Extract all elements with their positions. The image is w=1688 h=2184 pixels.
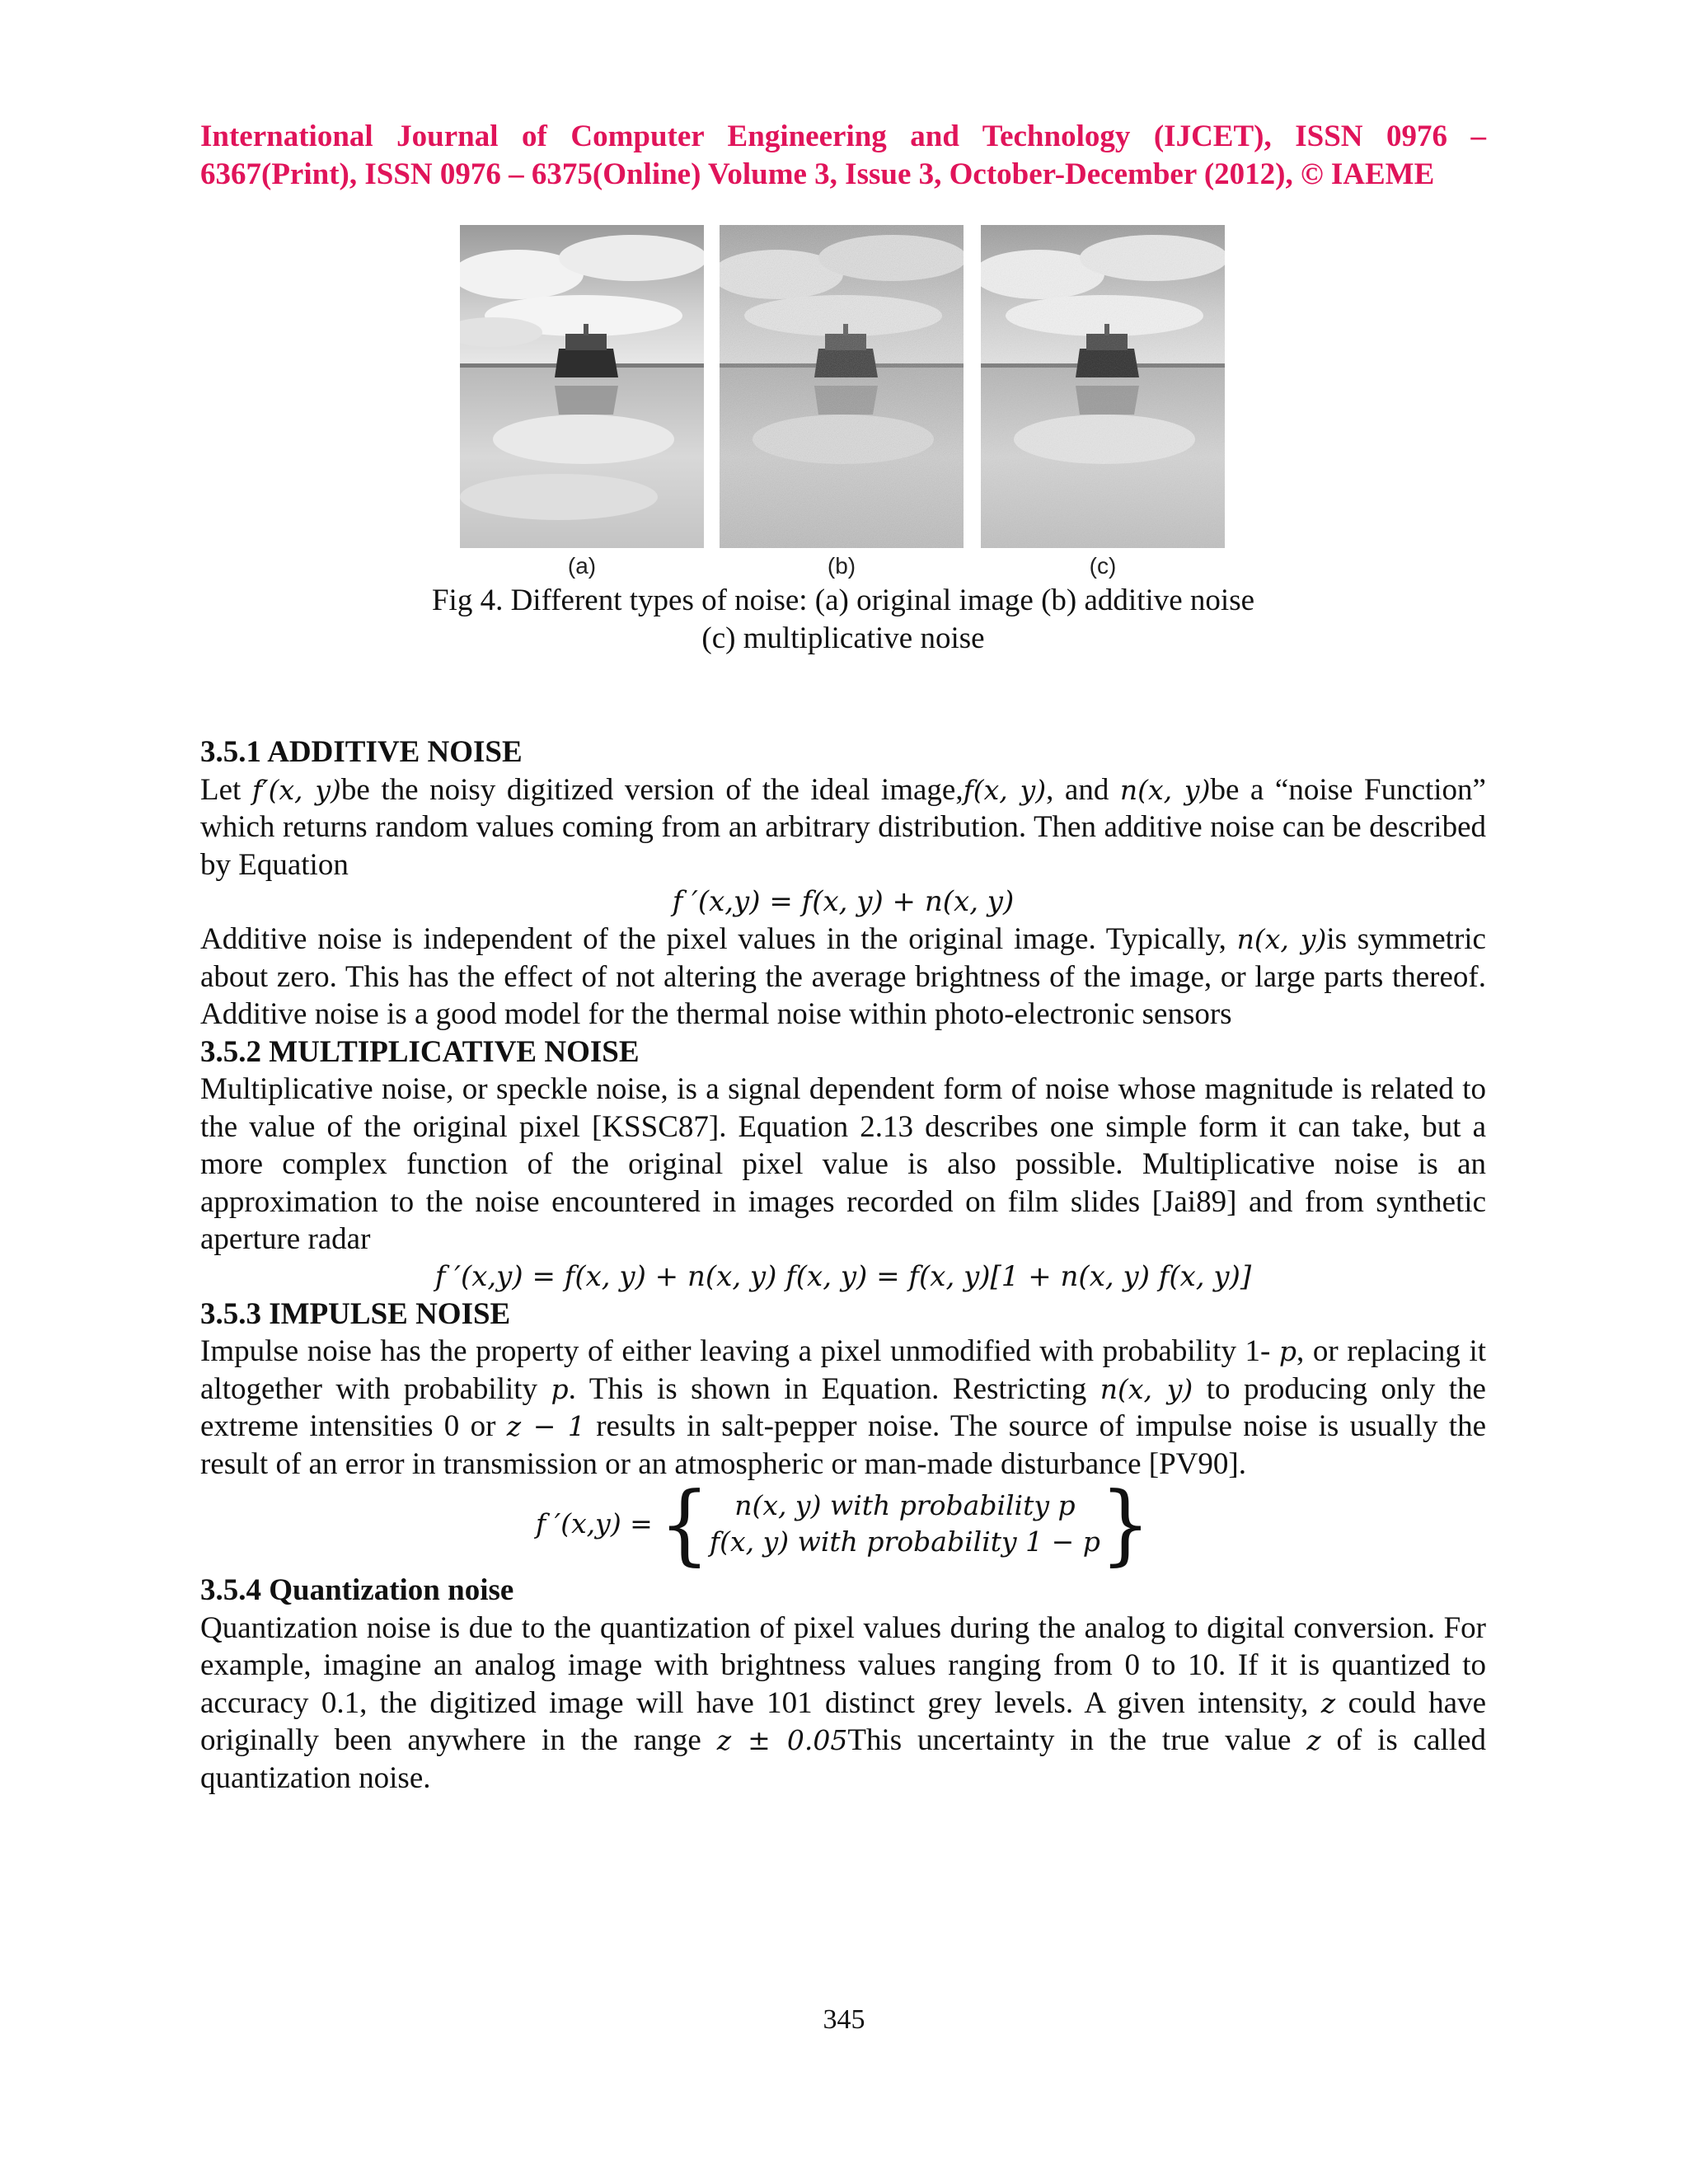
figure-label-b: (b) xyxy=(827,553,856,579)
left-brace-icon: { xyxy=(659,1473,710,1575)
header-line-2: 6367(Print), ISSN 0976 – 6375(Online) Volume 3, Issue 3, October-December (2012), © IAEME xyxy=(200,157,1435,191)
figure-panel-additive-noise xyxy=(720,225,964,548)
para-multiplicative: Multiplicative noise, or speckle noise, is a signal dependent form of noise whose magnitude is related to the value of the original pixel [KSSC87]. Equation 2.13 describes one simple form it can take, but a more complex function of the original pixel value is also possible. Multiplicative noise is an approximation to the noise encountered in images recorded on film slides [Jai89] and from synthetic aperture radar xyxy=(200,1072,1486,1256)
figure-noise-types xyxy=(460,225,1235,579)
heading-additive-noise: 3.5.1 ADDITIVE NOISE xyxy=(200,735,523,769)
body-text xyxy=(200,733,1486,1797)
caption-line-2: (c) multiplicative noise xyxy=(701,621,985,655)
caption-line-1: Fig 4. Different types of noise: (a) original image (b) additive noise xyxy=(431,583,1255,617)
equation-multiplicative: f ′(x,y) = f(x, y) + n(x, y) f(x, y) = f(x, y)[1 + n(x, y) f(x, y)] xyxy=(434,1259,1252,1293)
equation-additive: f ′(x,y) = f(x, y) + n(x, y) xyxy=(672,885,1015,918)
equation-impulse-case-2: f(x, y) with probability 1 − p xyxy=(709,1526,1100,1558)
journal-header xyxy=(200,118,1486,194)
figure-panel-multiplicative-noise xyxy=(981,225,1225,548)
right-brace-icon: } xyxy=(1100,1473,1151,1575)
para-quantization: Quantization noise is due to the quantization of pixel values during the analog to digital conversion. For example, imagine an analog image with brightness values ranging from 0 to 10. If it is quantized to accuracy 0.1, the digitized image will have 101 distinct grey levels. A given intensity, z could have originally been anywhere in the range z ± 0.05This uncertainty in the true value z of is called quantization noise. xyxy=(200,1610,1487,1795)
equation-impulse-case-1: n(x, y) with probability p xyxy=(734,1489,1076,1521)
heading-quantization-noise: 3.5.4 Quantization noise xyxy=(200,1573,514,1607)
figure-panel-original xyxy=(460,225,704,548)
figure-label-c: (c) xyxy=(1089,553,1117,579)
figure-caption xyxy=(200,582,1486,658)
equation-impulse-lhs: f ′(x,y) = xyxy=(536,1507,653,1540)
page-number: 345 xyxy=(823,2004,865,2035)
para-additive-intro: Let f′(x, y)be the noisy digitized version of the ideal image,f(x, y), and n(x, y)be a “noise Function” which returns random values coming from an arbitrary distribution. Then additive noise can be described by Equation xyxy=(200,772,1486,882)
heading-multiplicative-noise: 3.5.2 MULTIPLICATIVE NOISE xyxy=(200,1034,640,1069)
para-impulse: Impulse noise has the property of either leaving a pixel unmodified with probability 1- p, or replacing it altogether with probability p. This is shown in Equation. Restricting n(x, y) to producing only the extreme intensities 0 or z − 1 results in salt-pepper noise. The source of impulse noise is usually the result of an error in transmission or an atmospheric or man-made disturbance [PV90]. xyxy=(200,1334,1487,1481)
header-line-1: International Journal of Computer Engineering and Technology (IJCET), ISSN 0976 – xyxy=(200,120,1486,153)
equation-impulse xyxy=(200,1473,1486,1575)
para-additive-desc: Additive noise is independent of the pixel values in the original image. Typically, n(x, y)is symmetric about zero. This has the effect of not altering the average brightness of the image, or large parts thereof. Additive noise is a good model for the thermal noise within photo-electronic sensors xyxy=(200,922,1486,1031)
figure-label-a: (a) xyxy=(567,553,597,579)
heading-impulse-noise: 3.5.3 IMPULSE NOISE xyxy=(200,1296,511,1331)
